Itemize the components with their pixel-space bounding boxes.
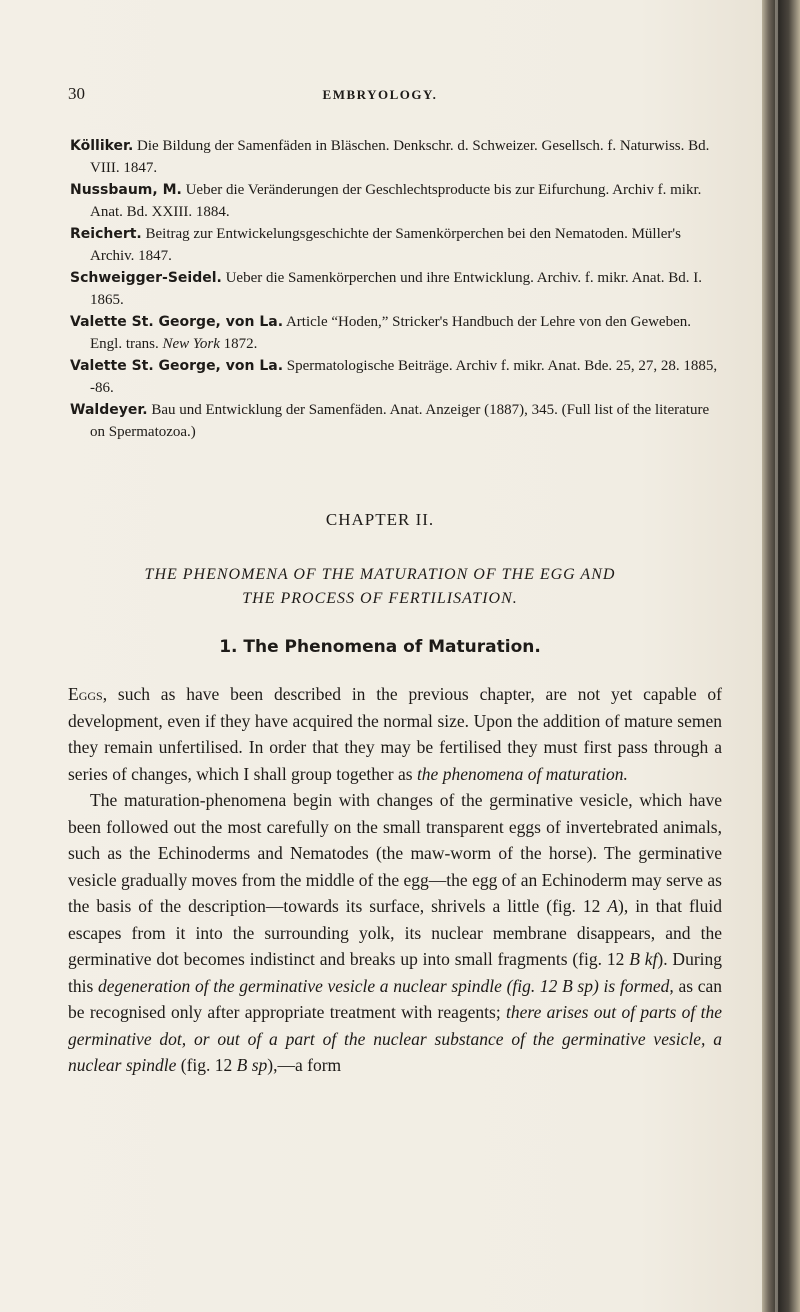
book-spine-shadow	[762, 0, 800, 1312]
page-number: 30	[68, 84, 85, 103]
reference-text: Ueber die Samenkörperchen und ihre Entwicklung. Archiv. f. mikr. Anat. Bd. I. 1865.	[90, 270, 703, 308]
reference-item	[70, 223, 720, 267]
chapter-title	[0, 563, 760, 611]
reference-item	[70, 135, 720, 179]
paragraph-text: as can be recognised only after appropriate treatment with reagents;	[68, 975, 722, 1022]
reference-year: 1872.	[219, 336, 258, 352]
section-heading: 1. The Phenomena of Maturation.	[219, 637, 541, 657]
chapter-title-line-2: THE PROCESS OF FERTILISATION.	[242, 590, 518, 607]
page-header	[0, 84, 760, 108]
chapter-label: CHAPTER II.	[325, 510, 435, 529]
body-text	[68, 681, 722, 1079]
paragraph-1	[68, 681, 722, 787]
figure-ref: B sp	[236, 1055, 268, 1075]
running-head: EMBRYOLOGY.	[322, 87, 438, 102]
paragraph-italic: the phenomena of maturation.	[416, 763, 628, 784]
reference-text: Article “Hoden,” Stricker's Handbuch der Lehre von den Geweben. Engl. trans.	[90, 314, 691, 352]
reference-italic-place: New York	[162, 336, 220, 352]
reference-author: Nussbaum, M.	[70, 182, 182, 198]
reference-text: Bau und Entwicklung der Samenfäden. Anat. Anzeiger (1887), 345. (Full list of the literature on Spermatozoa.)	[90, 402, 710, 440]
reference-author: Valette St. George, von La.	[70, 358, 284, 374]
reference-text: Beitrag zur Entwickelungsgeschichte der Samenkörperchen bei den Nematoden. Müller's Archiv. 1847.	[90, 226, 681, 264]
reference-author: Valette St. George, von La.	[70, 314, 284, 330]
paragraph-text: ). During this	[68, 949, 723, 996]
reference-text: Spermatologische Beiträge. Archiv f. mikr. Anat. Bde. 25, 27, 28. 1885, -86.	[90, 358, 718, 396]
figure-ref: A	[607, 896, 619, 916]
paragraph-text: (fig. 12	[176, 1055, 237, 1075]
spine-highlight	[775, 0, 778, 1312]
reference-item	[70, 399, 720, 443]
reference-text: Die Bildung der Samenfäden in Bläschen. Denkschr. d. Schweizer. Gesellsch. f. Naturwiss. Bd. VIII. 1847.	[90, 138, 710, 176]
reference-text: Ueber die Veränderungen der Geschlechtsproducte bis zur Eifurchung. Archiv f. mikr. Anat. Bd. XXIII. 1884.	[90, 182, 702, 220]
paragraph-text: such as have been described in the previous chapter, are not yet capable of development, even if they have acquired the normal size. Upon the addition of mature semen they remain unfertilised. In order that they may be fertilised they must first pass through a series of changes, which I shall group together as	[68, 684, 722, 784]
figure-ref: B kf	[629, 949, 658, 969]
paragraph-italic: degeneration of the germinative vesicle a nuclear spindle (fig. 12 B sp) is formed,	[97, 975, 674, 996]
paragraph-2	[68, 787, 722, 1079]
reference-author: Kölliker.	[70, 138, 134, 154]
reference-author: Reichert.	[70, 226, 142, 242]
reference-item	[70, 311, 720, 355]
paragraph-text: ),—a form	[267, 1055, 342, 1075]
reference-author: Waldeyer.	[70, 402, 148, 418]
reference-author: Schweigger-Seidel.	[70, 270, 222, 286]
paragraph-lead-word: Eggs,	[68, 684, 108, 704]
chapter-title-line-1: THE PHENOMENA OF THE MATURATION OF THE EGG AND	[144, 566, 616, 583]
paragraph-text: The maturation-phenomena begin with changes of the germinative vesicle, which have been followed out the most carefully on the small transparent eggs of invertebrated animals, such as the Echinoderms and Nematodes (the maw-worm of the horse). The germinative vesicle gradually moves from the middle of the egg—the egg of an Echinoderm may serve as the basis of the description—towards its surface, shrivels a little (fig. 12	[68, 790, 722, 916]
paragraph-text: ), in that fluid escapes from it into the surrounding yolk, its nuclear membrane disappears, and the germinative dot becomes indistinct and breaks up into small fragments (fig. 12	[68, 896, 723, 969]
reference-item	[70, 355, 720, 399]
reference-item	[70, 179, 720, 223]
reference-item	[70, 267, 720, 311]
reference-list	[70, 135, 720, 443]
paragraph-italic: there arises out of parts of the germinative dot, or out of a part of the nuclear substance of the germinative vesicle, a nuclear spindle	[68, 1002, 722, 1075]
